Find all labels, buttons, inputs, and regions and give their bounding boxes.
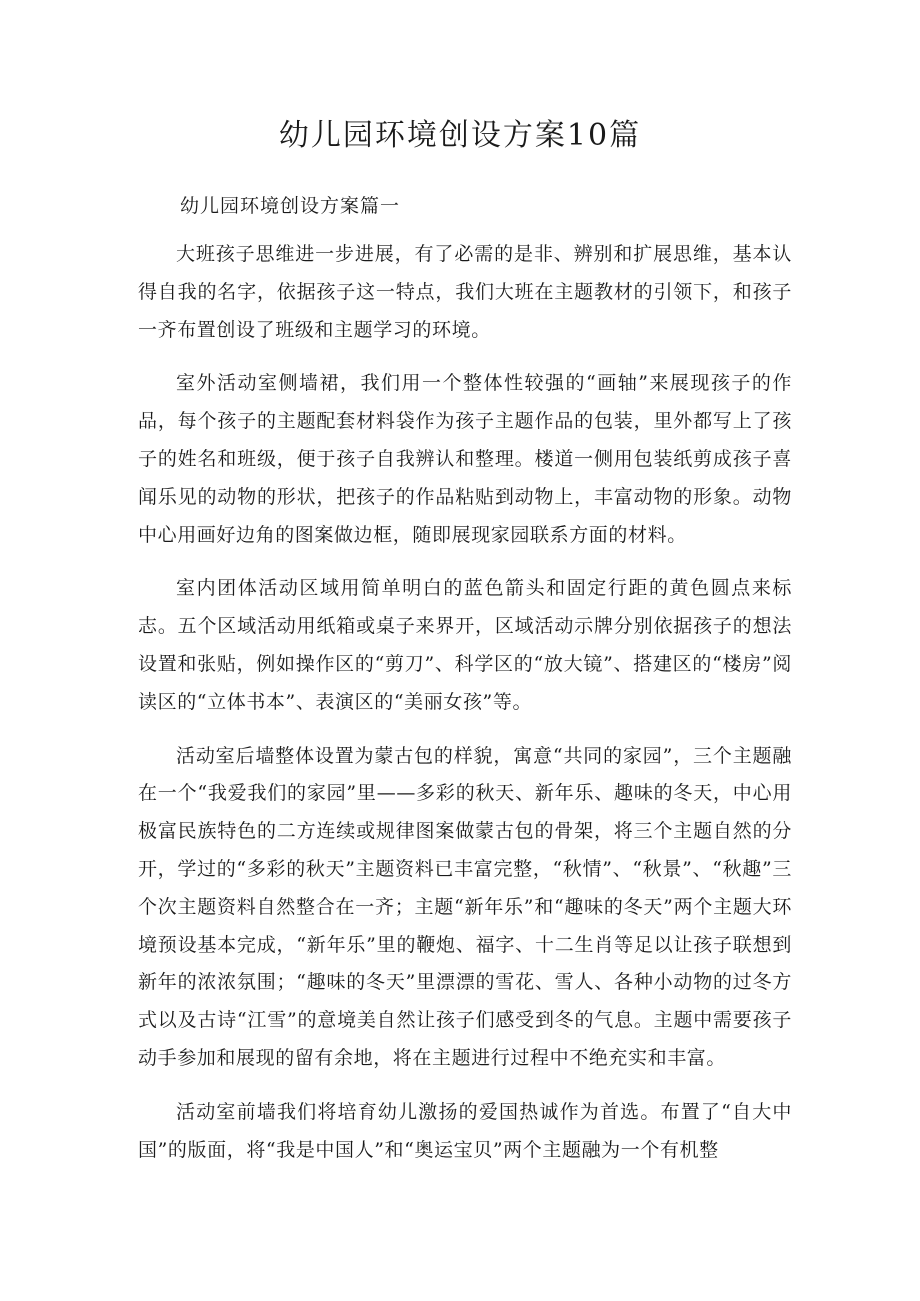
paragraph-1: 大班孩子思维进一步进展，有了必需的是非、辨别和扩展思维，基本认得自我的名字，依据孩子这一特点，我们大班在主题教材的引领下，和孩子一齐布置创设了班级和主题学习的环境。 [138, 243, 792, 341]
paragraph-2: 室外活动室侧墙裙，我们用一个整体性较强的“画轴”来展现孩子的作品，每个孩子的主题配套材料袋作为孩子主题作品的包装，里外都写上了孩子的姓名和班级，便于孩子自我辨认和整理。楼道一侧用包装纸剪成孩子喜闻乐见的动物的形状，把孩子的作品粘贴到动物上，丰富动物的形象。动物中心用画好边角的图案做边框，随即展现家园联系方面的材料。 [138, 372, 792, 546]
document-title: 幼儿园环境创设方案10篇 [278, 118, 642, 153]
document-body [138, 236, 792, 1185]
paragraph-3: 室内团体活动区域用简单明白的蓝色箭头和固定行距的黄色圆点来标志。五个区域活动用纸箱或桌子来界开，区域活动示牌分别依据孩子的想法设置和张贴，例如操作区的“剪刀”、科学区的“放大镜”、搭建区的“楼房”阅读区的“立体书本”、表演区的“美丽女孩”等。 [138, 577, 792, 713]
paragraph-4: 活动室后墙整体设置为蒙古包的样貌，寓意“共同的家园”，三个主题融在一个“我爱我们的家园”里——多彩的秋天、新年乐、趣味的冬天，中心用极富民族特色的二方连续或规律图案做蒙古包的骨架，将三个主题自然的分开，学过的“多彩的秋天”主题资料已丰富完整，“秋情”、“秋景”、“秋趣”三个次主题资料自然整合在一齐；主题“新年乐”和“趣味的冬天”两个主题大环境预设基本完成，“新年乐”里的鞭炮、福字、十二生肖等足以让孩子联想到新年的浓浓氛围；“趣味的冬天”里漂漂的雪花、雪人、各种小动物的过冬方式以及古诗“江雪”的意境美自然让孩子们感受到冬的气息。主题中需要孩子动手参加和展现的留有余地，将在主题进行过程中不绝充实和丰富。 [138, 744, 792, 1069]
section-heading: 幼儿园环境创设方案篇一 [180, 195, 401, 217]
paragraph-5: 活动室前墙我们将培育幼儿激扬的爱国热诚作为首选。布置了“自大中国”的版面，将“我是中国人”和“奥运宝贝”两个主题融为一个有机整 [138, 1100, 792, 1161]
